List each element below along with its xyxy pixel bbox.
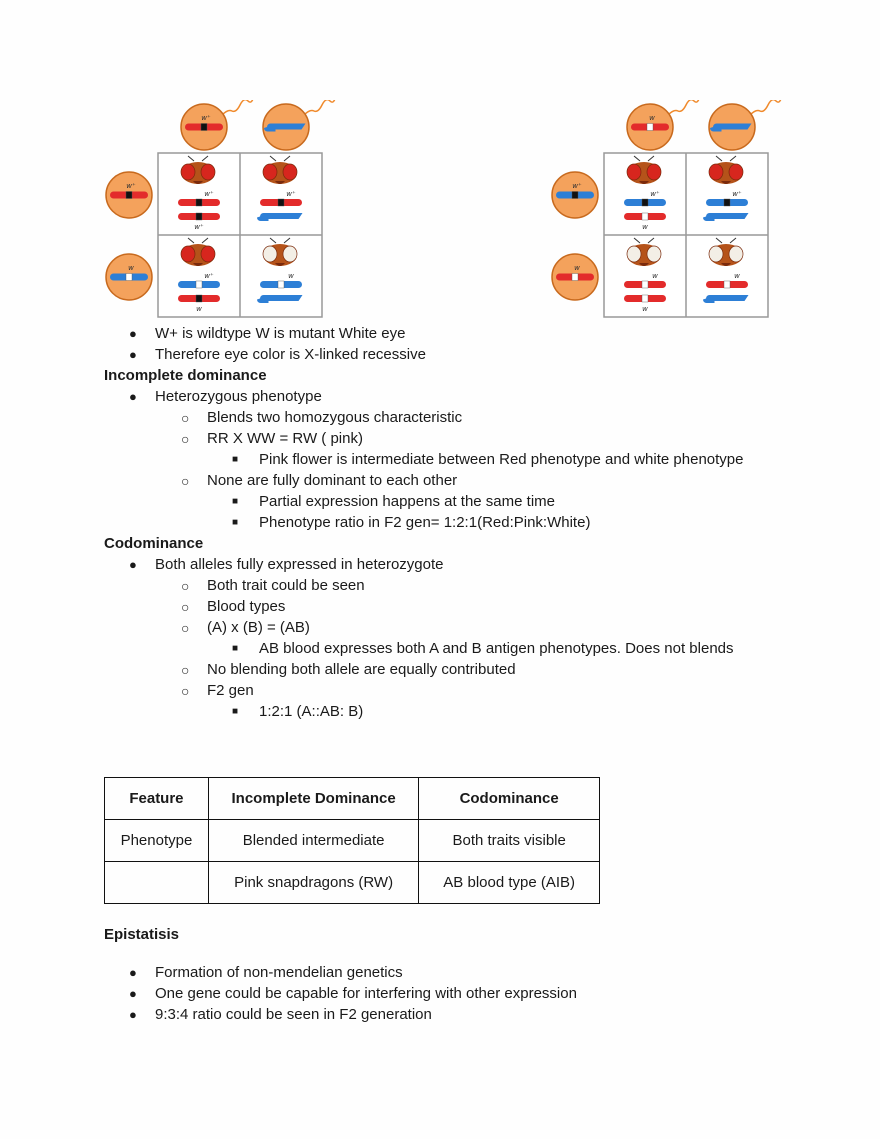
bullet-marker: ● (129, 1007, 137, 1022)
allele-label: w⁺ (194, 223, 204, 231)
sperm-tail (750, 100, 782, 115)
sperm-tail (668, 100, 700, 115)
square-bullet-marker: ■ (232, 706, 239, 717)
fly-eye (181, 164, 195, 180)
incomplete-sub-none-dominant: None are fully dominant to each other (207, 472, 458, 489)
allele-band (201, 124, 207, 131)
incomplete-dominance-heading: Incomplete dominance (104, 367, 267, 384)
wildtype-note: W+ is wildtype W is mutant White eye (155, 325, 406, 342)
sub-bullet-marker: ○ (181, 662, 190, 678)
sub-bullet-marker: ○ (181, 410, 190, 426)
bullet-marker: ● (129, 326, 137, 341)
allele-label: w (196, 305, 202, 313)
bullet-marker: ● (129, 965, 137, 980)
allele-band (196, 295, 202, 302)
allele-band (724, 199, 730, 206)
allele-band (724, 281, 730, 288)
bullet-marker: ● (129, 347, 137, 362)
table-header-cell: Feature (105, 778, 209, 820)
square-bullet-marker: ■ (232, 496, 239, 507)
codominance-bullet: Both alleles fully expressed in heterozygote (155, 556, 444, 573)
allele-band (126, 274, 132, 281)
allele-label: w (642, 305, 648, 313)
allele-label: w (649, 114, 655, 122)
square-bullet-marker: ■ (232, 517, 239, 528)
incomplete-sub-blend: Blends two homozygous characteristic (207, 409, 463, 426)
partial-expression-item: Partial expression happens at the same time (259, 493, 555, 510)
sub-bullet-marker: ○ (181, 473, 190, 489)
square-bullet-marker: ■ (232, 643, 239, 654)
table-header-cell: Incomplete Dominance (208, 778, 418, 820)
allele-band (642, 199, 648, 206)
table-cell: Pink snapdragons (RW) (208, 862, 418, 904)
allele-label: w⁺ (204, 190, 214, 198)
table-cell (105, 862, 209, 904)
sub-bullet-marker: ○ (181, 599, 190, 615)
allele-label: w (642, 223, 648, 231)
fly-eye (647, 164, 661, 180)
table-row (105, 820, 600, 862)
sub-bullet-marker: ○ (181, 683, 190, 699)
fly-eye (263, 164, 277, 180)
allele-label: w⁺ (204, 272, 214, 280)
allele-label: w (652, 272, 658, 280)
fly-eye (709, 164, 723, 180)
allele-band (642, 281, 648, 288)
allele-label: w (288, 272, 294, 280)
codominance-sub-blood: Blood types (207, 598, 286, 615)
codominance-heading: Codominance (104, 535, 204, 552)
table-header-row (105, 778, 600, 820)
punnett-figure-left (100, 100, 340, 322)
square-bullet-marker: ■ (232, 454, 239, 465)
epistasis-heading: Epistatisis (104, 926, 180, 943)
table-cell: Both traits visible (419, 820, 600, 862)
allele-band (572, 274, 578, 281)
fly-eye (627, 246, 641, 262)
fly-eye (647, 246, 661, 262)
allele-label: w⁺ (286, 190, 296, 198)
codominance-sub-f2: F2 gen (207, 682, 254, 699)
allele-band (196, 199, 202, 206)
epistasis-bullet: Formation of non-mendelian genetics (155, 964, 403, 981)
codominance-sub-no-blending: No blending both allele are equally contributed (207, 661, 516, 678)
fly-eye (627, 164, 641, 180)
epistasis-bullet: One gene could be capable for interfering with other expression (155, 985, 577, 1002)
allele-band (642, 213, 648, 220)
codominance-sub-cross: (A) x (B) = (AB) (207, 619, 310, 636)
allele-label: w⁺ (732, 190, 742, 198)
allele-label: w (574, 264, 580, 272)
allele-label: w (734, 272, 740, 280)
allele-label: w⁺ (572, 182, 582, 190)
sperm-tail (222, 100, 254, 115)
allele-band (126, 192, 132, 199)
fly-eye (201, 164, 215, 180)
sub-bullet-marker: ○ (181, 431, 190, 447)
allele-label: w⁺ (201, 114, 211, 122)
table-cell: AB blood type (AIB) (419, 862, 600, 904)
allele-band (278, 199, 284, 206)
table-row (105, 862, 600, 904)
comparison-table (104, 777, 600, 904)
epistasis-bullet: 9:3:4 ratio could be seen in F2 generation (155, 1006, 432, 1023)
bullet-marker: ● (129, 986, 137, 1001)
allele-label: w (128, 264, 134, 272)
xlinked-note: Therefore eye color is X-linked recessive (155, 346, 426, 363)
fly-eye (283, 246, 297, 262)
ab-blood-item: AB blood expresses both A and B antigen phenotypes. Does not blends (259, 640, 734, 657)
incomplete-bullet: Heterozygous phenotype (155, 388, 322, 405)
sub-bullet-marker: ○ (181, 620, 190, 636)
pink-flower-item: Pink flower is intermediate between Red phenotype and white phenotype (259, 451, 744, 468)
incomplete-sub-cross: RR X WW = RW ( pink) (207, 430, 363, 447)
allele-band (196, 213, 202, 220)
sperm-tail (304, 100, 336, 115)
fly-eye (263, 246, 277, 262)
fly-eye (201, 246, 215, 262)
fly-eye (181, 246, 195, 262)
sub-bullet-marker: ○ (181, 578, 190, 594)
allele-band (647, 124, 653, 131)
fly-eye (729, 164, 743, 180)
allele-band (572, 192, 578, 199)
fly-eye (709, 246, 723, 262)
bullet-marker: ● (129, 557, 137, 572)
bullet-marker: ● (129, 389, 137, 404)
allele-label: w⁺ (650, 190, 660, 198)
allele-band (642, 295, 648, 302)
table-header-cell: Codominance (419, 778, 600, 820)
allele-label: w⁺ (126, 182, 136, 190)
punnett-figure-right (546, 100, 786, 322)
allele-band (278, 281, 284, 288)
phenotype-ratio-item: Phenotype ratio in F2 gen= 1:2:1(Red:Pink:White) (259, 514, 591, 531)
allele-band (196, 281, 202, 288)
fly-eye (283, 164, 297, 180)
table-cell: Blended intermediate (208, 820, 418, 862)
fly-eye (729, 246, 743, 262)
table-cell: Phenotype (105, 820, 209, 862)
codominance-sub-trait: Both trait could be seen (207, 577, 365, 594)
f2-ratio-item: 1:2:1 (A::AB: B) (259, 703, 364, 720)
